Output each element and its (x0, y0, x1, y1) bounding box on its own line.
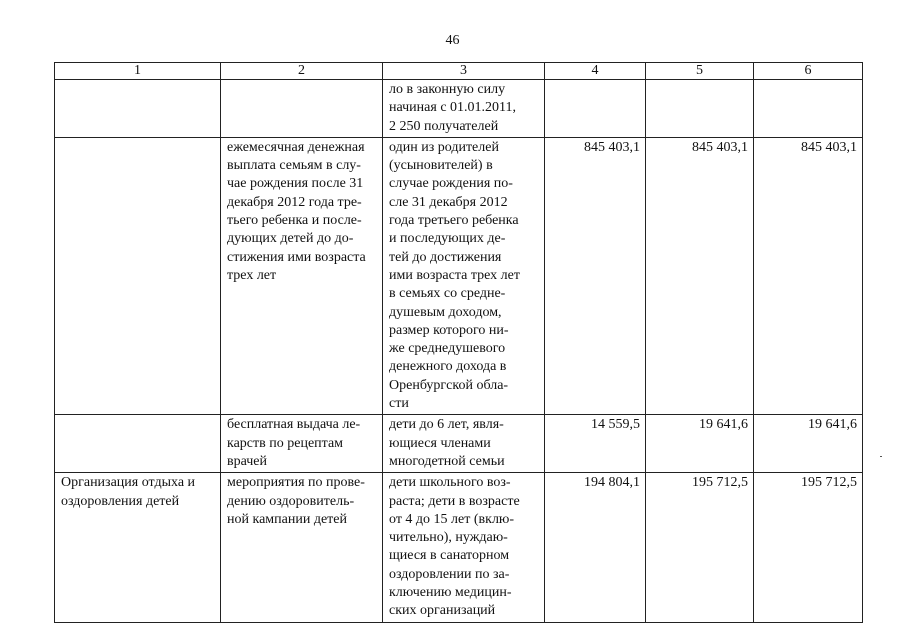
measure-cell: мероприятия по прове- дению оздоровитель- ной кампании детей (221, 473, 383, 622)
amount-cell: 14 559,5 (545, 415, 646, 473)
recipients-cell: дети до 6 лет, явля- ющиеся членами многодетной семьи (383, 415, 545, 473)
column-number: 4 (545, 63, 646, 80)
column-number-row (55, 63, 863, 80)
amount-cell (754, 80, 863, 138)
table-row (55, 80, 863, 138)
column-number: 5 (646, 63, 754, 80)
measure-cell: бесплатная выдача ле- карств по рецептам врачей (221, 415, 383, 473)
amount-cell (646, 80, 754, 138)
amount-cell: 845 403,1 (754, 137, 863, 414)
table-row (55, 415, 863, 473)
table-row (55, 137, 863, 414)
measure-cell: ежемесячная денежная выплата семьям в слу- чае рождения после 31 декабря 2012 года тре- тьего ребенка и после- дующих детей до до- стижения ими возраста трех лет (221, 137, 383, 414)
amount-cell: 845 403,1 (545, 137, 646, 414)
amount-cell (545, 80, 646, 138)
recipients-cell: дети школьного воз- раста; дети в возрасте от 4 до 15 лет (вклю- чительно), нуждаю- щиеся в санаторном оздоровлении по за- ключению медицин- ских организаций (383, 473, 545, 622)
amount-cell: 19 641,6 (646, 415, 754, 473)
measure-group-cell (55, 80, 221, 138)
measure-group-cell (55, 415, 221, 473)
scan-speck (880, 456, 882, 457)
amount-cell: 195 712,5 (646, 473, 754, 622)
column-number: 6 (754, 63, 863, 80)
recipients-cell: ло в законную силу начиная с 01.01.2011, 2 250 получателей (383, 80, 545, 138)
amount-cell: 195 712,5 (754, 473, 863, 622)
table-row (55, 473, 863, 622)
amount-cell: 194 804,1 (545, 473, 646, 622)
measure-group-cell: Организация отдыха и оздоровления детей (55, 473, 221, 622)
amount-cell: 19 641,6 (754, 415, 863, 473)
budget-table (54, 62, 863, 623)
column-number: 1 (55, 63, 221, 80)
recipients-cell: один из родителей (усыновителей) в случае рождения по- сле 31 декабря 2012 года третьего ребенка и последующих де- тей до достижения ими возраста трех лет в семьях со средне- душевым доходом, размер которого ни- же среднедушевого денежного дохода в Оренбургской обла- сти (383, 137, 545, 414)
measure-group-cell (55, 137, 221, 414)
measure-cell (221, 80, 383, 138)
amount-cell: 845 403,1 (646, 137, 754, 414)
page-number: 46 (445, 33, 460, 48)
column-number: 2 (221, 63, 383, 80)
column-number: 3 (383, 63, 545, 80)
